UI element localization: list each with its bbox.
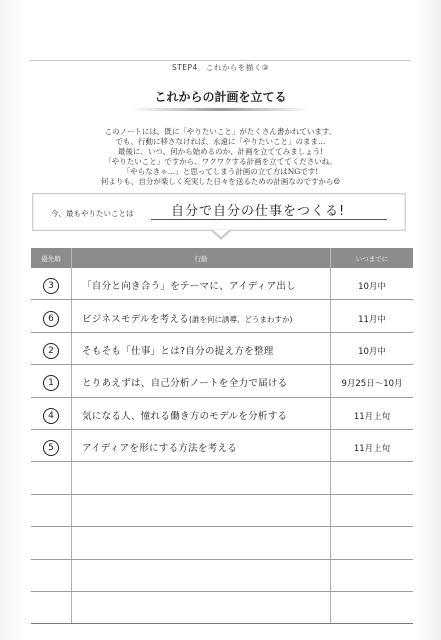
- action-note: (誰を何に誘導、どうまわすか): [189, 314, 293, 324]
- deadline-cell[interactable]: [331, 559, 414, 591]
- deadline-cell[interactable]: [331, 494, 414, 526]
- intro-line: 何よりも、自分が楽しく充実した日々を送るための計画なのですから☺: [100, 177, 341, 186]
- priority-cell[interactable]: [31, 559, 72, 591]
- table-header-row: [31, 248, 413, 268]
- deadline-cell[interactable]: [331, 527, 414, 559]
- priority-cell[interactable]: [31, 268, 72, 300]
- deadline-cell[interactable]: [331, 365, 414, 397]
- deadline-cell[interactable]: [331, 591, 414, 623]
- table-row: [31, 365, 413, 397]
- table-row: [31, 332, 413, 364]
- priority-cell[interactable]: [31, 527, 72, 559]
- action-text: ビジネスモデルを考える: [82, 313, 190, 325]
- priority-circle: 3: [43, 278, 59, 294]
- deadline-text: 10月中: [358, 282, 386, 293]
- title-underline: [131, 108, 311, 111]
- header-divider: [30, 60, 410, 61]
- priority-cell[interactable]: [31, 429, 72, 461]
- action-text: 気になる人、憧れる働き方のモデルを分析する: [82, 410, 288, 422]
- action-cell[interactable]: [72, 365, 331, 397]
- table-row-empty: [31, 591, 413, 623]
- action-cell[interactable]: [72, 268, 331, 300]
- action-cell[interactable]: [72, 527, 331, 559]
- table-row-empty: [31, 462, 413, 494]
- priority-cell[interactable]: [31, 462, 72, 494]
- deadline-text: 11月上旬: [353, 411, 391, 422]
- page-title: これからの計画を立てる: [154, 90, 287, 104]
- goal-field[interactable]: 自分で自分の仕事をつくる!: [171, 204, 346, 219]
- table-row-empty: [31, 494, 413, 526]
- step-label: STEP4 これからを描く③: [171, 63, 270, 72]
- priority-circle: 2: [43, 343, 59, 359]
- action-cell[interactable]: [72, 494, 331, 526]
- deadline-cell[interactable]: [331, 268, 414, 300]
- plan-table: [31, 248, 413, 624]
- action-cell[interactable]: [72, 559, 331, 591]
- deadline-cell[interactable]: [331, 397, 414, 429]
- intro-line: 「やらなきゃ…」と思ってしまう計画の立て方はNGです!: [122, 167, 319, 176]
- table-row: [31, 300, 413, 332]
- priority-cell[interactable]: [31, 300, 72, 332]
- intro-line: このノートには、既に「やりたいこと」がたくさん書かれています。: [104, 127, 337, 136]
- action-text: 「自分と向き合う」をテーマに、アイディア出し: [82, 281, 296, 293]
- intro-text: [0, 127, 441, 187]
- deadline-text: 11月中: [358, 314, 386, 325]
- deadline-cell[interactable]: [331, 332, 414, 364]
- deadline-text: 9月25日～10月: [341, 379, 403, 390]
- header-action: 行動: [72, 248, 331, 268]
- priority-circle: 4: [43, 408, 59, 424]
- deadline-text: 11月上旬: [353, 444, 391, 455]
- action-text: アイディアを形にする方法を考える: [82, 443, 238, 455]
- priority-cell[interactable]: [31, 365, 72, 397]
- table-row-empty: [31, 559, 413, 591]
- action-cell[interactable]: [72, 591, 331, 623]
- action-cell[interactable]: [72, 332, 331, 364]
- header-priority: 優先順: [31, 248, 72, 268]
- priority-circle: 5: [43, 440, 59, 456]
- intro-line: 最後に、いつ、何から始めるのか、計画を立ててみましょう!: [117, 147, 324, 156]
- action-cell[interactable]: [72, 462, 331, 494]
- action-cell[interactable]: [72, 300, 331, 332]
- header-deadline: いつまでに: [331, 248, 414, 268]
- table-row: [31, 429, 413, 461]
- deadline-cell[interactable]: [331, 462, 414, 494]
- table-row-empty: [31, 527, 413, 559]
- priority-circle: 1: [43, 375, 59, 391]
- action-cell[interactable]: [72, 429, 331, 461]
- priority-cell[interactable]: [31, 397, 72, 429]
- action-cell[interactable]: [72, 397, 331, 429]
- action-text: とりあえずは、自己分析ノートを全力で届ける: [82, 378, 288, 390]
- table-row: [31, 397, 413, 429]
- intro-line: 「やりたいこと」ですから、ワクワクする計画を立ててくださいね。: [104, 157, 337, 166]
- priority-cell[interactable]: [31, 494, 72, 526]
- down-arrow-inner: [213, 230, 229, 237]
- priority-circle: 6: [43, 311, 59, 327]
- goal-box: [32, 193, 406, 231]
- goal-label: 今、最もやりたいことは: [51, 209, 134, 218]
- table-row: [31, 268, 413, 300]
- goal-underline: [151, 219, 387, 220]
- priority-cell[interactable]: [31, 591, 72, 623]
- priority-cell[interactable]: [31, 332, 72, 364]
- action-text: そもそも「仕事」とは?自分の捉え方を整理: [82, 345, 274, 357]
- deadline-cell[interactable]: [331, 429, 414, 461]
- deadline-text: 10月中: [358, 346, 386, 357]
- deadline-cell[interactable]: [331, 300, 414, 332]
- intro-line: でも、行動に移さなければ、永遠に「やりたいこと」のまま…: [115, 137, 326, 146]
